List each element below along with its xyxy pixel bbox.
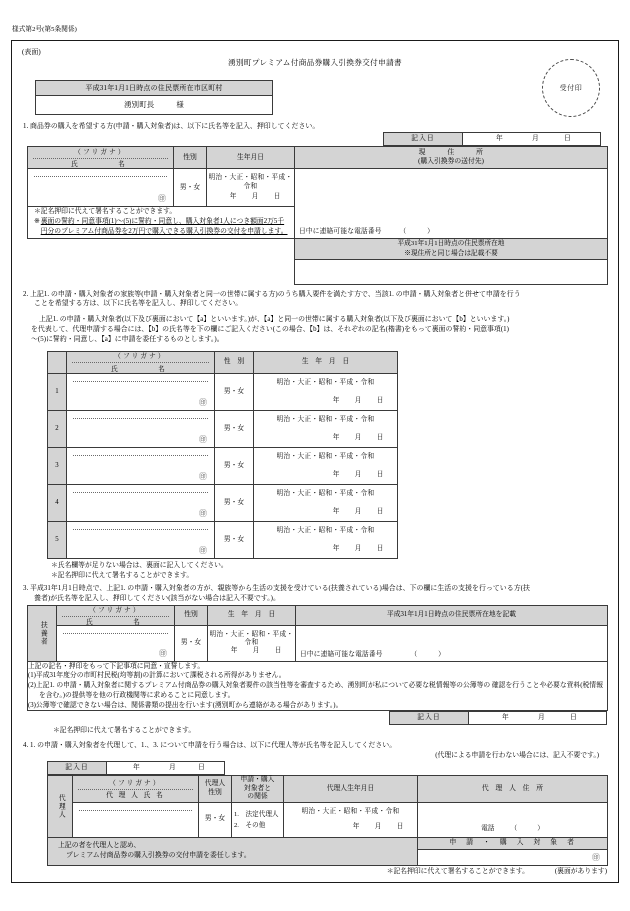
cell-birthdate-input[interactable]	[254, 373, 398, 410]
cell-birthdate-input[interactable]	[254, 410, 398, 447]
month-label: 月	[169, 764, 176, 771]
table-row	[48, 373, 398, 410]
tel-label: 日中に連絡可能な電話番号	[299, 227, 382, 235]
section-3	[21, 584, 609, 736]
seal-icon: ㊞	[199, 434, 207, 444]
cell-name-input[interactable]	[67, 447, 215, 484]
header-name	[28, 147, 174, 169]
agent-name-label: 代 理 人 氏 名	[106, 792, 165, 800]
prior-address-line1: 平成31年1月1日時点の住民票所在地	[397, 240, 505, 248]
cell-gender-choice[interactable]	[215, 484, 254, 521]
birth-ymd	[222, 193, 288, 201]
cell-gender-choice[interactable]	[175, 625, 208, 661]
day-label: 日	[376, 544, 384, 552]
gender-options: 男・女	[223, 387, 245, 395]
section-2-note-1: ＊氏名欄等が足りない場合は、裏面に記入してください。	[51, 561, 228, 569]
birth-ymd	[325, 508, 391, 516]
agent-relation-l3: の関係	[247, 793, 268, 801]
table-row	[28, 239, 608, 259]
day-label: 日	[564, 135, 571, 143]
gender-options: 男・女	[223, 535, 245, 543]
birth-ymd	[223, 647, 289, 655]
name-dotted-line	[73, 492, 208, 493]
pledge-block	[28, 661, 608, 711]
section-1	[21, 122, 609, 285]
furigana-label: （フリガナ）	[114, 353, 167, 361]
furigana-label: （フリガナ）	[89, 607, 142, 614]
agent-label: 代理人	[57, 794, 65, 819]
table-row	[28, 625, 608, 661]
row-number: 5	[48, 521, 67, 558]
agent-gender-l2: 性別	[208, 788, 222, 796]
cell-gender-choice[interactable]	[215, 521, 254, 558]
consignment-line2: プレミアム付商品券の購入引換券の交付申請を委任します。	[66, 852, 251, 860]
gender-options: 男・女	[180, 638, 202, 646]
cell-birthdate-input[interactable]	[208, 625, 296, 661]
day-label: 日	[376, 433, 384, 441]
era-options: 明治・大正・昭和・平成・令和	[276, 489, 375, 497]
tel-label: 電話	[481, 825, 495, 833]
relation-option-2[interactable]: 2. その他	[234, 821, 266, 829]
year-label: 年	[332, 396, 340, 404]
header-prior-address: 平成31年1月1日時点の住民票所在地を記載	[296, 605, 608, 625]
month-label: 月	[354, 470, 362, 478]
agent-gender-l1: 代理人	[204, 780, 226, 788]
prior-address-line2: ※現住所と同じ場合は記載不要	[404, 250, 498, 258]
note-pledge	[34, 217, 294, 237]
applicant-signature-input[interactable]	[418, 850, 607, 865]
tel-parens: （ ）	[410, 651, 445, 659]
table-row	[28, 169, 608, 207]
month-label: 月	[354, 507, 362, 515]
pledge-item-2-line1: (2)上記1. の申請・購入対象者に関するプレミアム付商品券の購入対象者要件の該当性等を審査するため、湧別町が私について必要な税情報等の公簿等の	[28, 682, 491, 690]
month-label: 月	[354, 396, 362, 404]
era-options: 明治・大正・昭和・平成・令和	[276, 415, 375, 423]
gender-options: 男・女	[223, 461, 245, 469]
name-dotted-line	[73, 381, 208, 382]
pledge-intro: 上記の記名・押印をもって下記事項に同意・宣誓します。	[28, 662, 205, 670]
name-label: 氏 名	[111, 365, 170, 373]
name-dotted-line	[73, 455, 208, 456]
table-header-row	[48, 776, 608, 802]
pledge-item-3: (3)公簿等で確認できない場合は、関係書類の提出を行います(湧別町から連絡がある場合があります。)。	[28, 701, 343, 709]
header-agent-relation	[232, 776, 284, 802]
addressee-box	[35, 80, 273, 115]
cell-gender-choice[interactable]	[215, 447, 254, 484]
cell-birthdate-input[interactable]	[254, 447, 398, 484]
section-2-sub-line3: ～(5)に誓約・同意し、【a】に申請を委任するものとします。)。	[31, 335, 224, 343]
section-2-table	[47, 351, 398, 559]
day-label: 日	[376, 396, 384, 404]
agent-telephone-line	[418, 825, 607, 836]
honorific-label: 様	[176, 100, 184, 110]
pledge-item-1: (1)平成31年度分の市町村民税(均等割)の計算において課税される所得がありません。	[28, 672, 286, 680]
consignment-statement	[48, 837, 418, 865]
header-birthdate: 生年月日	[207, 147, 295, 169]
section-1-record-date	[383, 132, 601, 146]
section-2-lead-line1: 2. 上記1. の申請・購入対象者の家族等(申請・購入対象者と同一の世帯に属する方)のうち購入要件を満たす方で、当該1. の申請・購入対象者と併せて申請を行う	[23, 290, 521, 298]
cell-name-input[interactable]	[67, 521, 215, 558]
month-label: 月	[532, 135, 539, 143]
section-3-record-date	[389, 711, 607, 725]
agent-relation-l1: 申請・購入	[240, 776, 275, 784]
table-row	[48, 521, 398, 558]
receipt-stamp-circle	[542, 59, 600, 117]
pledge-item-2-line2: 確認を行うことや必要な資料(税情報を含む。)の提供等を他の行政機関等に求めることに同意します。	[39, 682, 603, 699]
cell-agent-relation-choice[interactable]	[232, 802, 284, 837]
record-date-field[interactable]	[469, 712, 607, 725]
header-gender: 性別	[175, 605, 208, 625]
addressee-body	[36, 96, 272, 114]
header-address	[295, 147, 608, 169]
header-agent-gender	[199, 776, 232, 802]
tel-label: 日中に連絡可能な電話番号	[300, 651, 383, 659]
month-label: 月	[251, 193, 259, 201]
cell-gender-choice[interactable]	[215, 373, 254, 410]
seal-icon: ㊞	[159, 648, 167, 658]
record-date-label: 記入日	[384, 133, 463, 146]
era-options: 明治・大正・昭和・平成・令和	[276, 378, 375, 386]
telephone-line	[296, 651, 607, 660]
name-dotted-line	[63, 633, 168, 634]
table-row	[384, 133, 601, 146]
gender-options: 男・女	[204, 815, 226, 823]
section-2	[21, 290, 609, 581]
birth-ymd	[345, 823, 411, 831]
gender-options: 男・女	[179, 183, 201, 191]
table-row	[48, 447, 398, 484]
name-label: 氏 名	[71, 161, 130, 169]
cell-name-input[interactable]	[67, 373, 215, 410]
record-date-label: 記入日	[390, 712, 469, 725]
section-3-table	[27, 605, 608, 712]
header-agent-birth: 代理人生年月日	[284, 776, 418, 802]
month-label: 月	[374, 823, 382, 831]
section-2-sub	[31, 315, 609, 345]
table-row	[48, 837, 608, 865]
birth-ymd	[325, 545, 391, 553]
side-label: (表面)	[22, 48, 41, 56]
cell-birthdate-input[interactable]	[207, 169, 295, 207]
note-pledge-line2: 円分のプレミアム付商品券を2万円で購入できる購入引換券の交付を申請します。	[40, 228, 288, 235]
cell-gender-choice[interactable]	[174, 169, 207, 207]
seal-icon: ㊞	[158, 194, 166, 204]
table-header-row	[48, 351, 398, 373]
form-number: 様式第2号(第5条関係)	[12, 26, 77, 33]
section-1-table	[27, 146, 608, 284]
record-date-label: 記入日	[48, 762, 107, 775]
footer-note: ＊記名押印に代えて署名することができます。	[386, 868, 529, 876]
day-label: 日	[274, 647, 282, 655]
day-label: 日	[198, 764, 205, 771]
name-label: 氏 名	[86, 619, 145, 627]
section-4-table	[47, 775, 608, 866]
gender-options: 男・女	[223, 498, 245, 506]
row-number: 3	[48, 447, 67, 484]
section-3-lead	[23, 584, 609, 603]
day-label: 日	[396, 823, 404, 831]
table-row	[390, 712, 607, 725]
section-4-record-date	[47, 761, 225, 775]
tel-parens: （ ）	[510, 825, 544, 833]
year-label: 年	[502, 714, 509, 722]
year-label: 年	[133, 764, 140, 771]
cell-agent-name-input[interactable]	[73, 802, 199, 837]
day-label: 日	[273, 193, 281, 201]
addressee-header: 平成31年1月1日時点の住民票所在市区町村	[36, 81, 272, 96]
header-agent-address: 代 理 人 住 所	[418, 776, 608, 802]
cell-address-input[interactable]	[295, 169, 608, 239]
header-birthdate: 生 年 月 日	[208, 605, 296, 625]
year-label: 年	[332, 470, 340, 478]
cell-gender-choice[interactable]	[215, 410, 254, 447]
cell-name-input[interactable]	[57, 625, 175, 661]
address-sub: (購入引換券の送付先)	[418, 157, 484, 165]
era-options: 明治・大正・昭和・平成・令和	[209, 630, 294, 646]
era-options: 明治・大正・昭和・平成・令和	[301, 807, 400, 815]
month-label: 月	[354, 544, 362, 552]
furigana-label: （フリガナ）	[74, 148, 127, 156]
month-label: 月	[354, 433, 362, 441]
year-label: 年	[229, 193, 237, 201]
year-label: 年	[332, 433, 340, 441]
address-title: 現 住 所	[418, 149, 484, 157]
table-row	[48, 802, 608, 837]
month-label: 月	[538, 714, 545, 722]
record-date-field[interactable]	[463, 133, 601, 146]
section-3-note-1: ＊記名押印に代えて署名することができます。	[53, 727, 196, 735]
row-number: 2	[48, 410, 67, 447]
pledge-item-2	[28, 681, 607, 701]
era-options: 明治・大正・昭和・平成・令和	[276, 526, 375, 534]
form-outer-frame	[11, 40, 619, 883]
table-row	[48, 484, 398, 521]
birth-ymd	[325, 471, 391, 479]
day-label: 日	[376, 507, 384, 515]
header-agent-name	[73, 776, 199, 802]
record-date-field[interactable]	[107, 762, 225, 775]
mayor-label: 湧別町長	[124, 100, 155, 110]
cell-name-input[interactable]	[67, 410, 215, 447]
section-2-lead	[23, 290, 609, 309]
cell-agent-address-input[interactable]	[418, 802, 608, 837]
gender-options: 男・女	[223, 424, 245, 432]
section-3-lead-line1: 3. 平成31年1月1日時点で、上記1. の申請・購入対象者の方が、親族等から生活の支援を受けている(扶養されている)場合は、下の欄に生活の支援を行っている方(扶	[23, 585, 530, 593]
table-header-row	[28, 147, 608, 169]
telephone-line	[295, 228, 607, 238]
cell-prior-address-input[interactable]	[296, 625, 608, 661]
dependent-label: 扶養者	[39, 620, 47, 646]
header-gender: 性 別	[215, 351, 254, 373]
section-2-sub-line2: を代表して、代理申請する場合には、【b】の氏名等を下の欄にご記入ください(この場合、【b】は、それぞれの記名(楷書)をもって裏面の誓約・同意事項(1)	[31, 325, 509, 333]
header-rownum	[48, 351, 67, 373]
table-row	[48, 410, 398, 447]
cell-prior-address-input[interactable]	[295, 259, 608, 284]
cell-agent-gender-choice[interactable]	[199, 802, 232, 837]
table-row	[48, 762, 225, 775]
table-row	[28, 661, 608, 711]
seal-icon: ㊞	[199, 397, 207, 407]
cell-name-input[interactable]	[67, 484, 215, 521]
section-3-lead-line2: 養者)が氏名等を記入し、押印してください(該当がない場合は記入不要です。)。	[34, 594, 280, 602]
header-birthdate: 生 年 月 日	[254, 351, 398, 373]
year-label: 年	[496, 135, 503, 143]
footer-back-note: (裏面があります)	[554, 868, 607, 876]
consignment-line1: 上記の者を代理人と認め、	[58, 842, 141, 850]
cell-birthdate-input[interactable]	[254, 484, 398, 521]
birth-ymd	[325, 434, 391, 442]
section-4	[21, 741, 609, 876]
note-pledge-line1: 裏面の誓約・同意事項(1)～(5)に誓約・同意し、購入対象者1人につき額面2万5千	[40, 218, 285, 226]
section-2-sub-line1: 上記1. の申請・購入対象者(以下及び裏面において【a】といいます。)が、【a】と同一の世帯に属する購入対象者(以下及び裏面において【b】といいます。)	[39, 315, 510, 323]
note-mark: ※	[34, 218, 40, 226]
name-dotted-line	[34, 176, 167, 177]
tel-parens: （ ）	[399, 227, 434, 235]
seal-icon: ㊞	[199, 508, 207, 518]
day-label: 日	[570, 714, 577, 722]
seal-icon: ㊞	[199, 545, 207, 555]
section-2-lead-line2: ことを希望する方は、以下に氏名等を記入し、押印してください。	[34, 300, 243, 308]
era-options: 明治・大正・昭和・平成・令和	[208, 174, 293, 190]
section-4-lead-sub: (代理による申請を行わない場合には、記入不要です。)	[435, 751, 599, 759]
seal-icon: ㊞	[199, 471, 207, 481]
applicant-signature-cell	[418, 837, 608, 865]
relation-option-1[interactable]: 1. 法定代理人	[234, 810, 279, 818]
cell-name-input[interactable]	[28, 169, 174, 207]
year-label: 年	[230, 647, 238, 655]
prior-address-note	[295, 239, 608, 259]
table-header-row	[28, 605, 608, 625]
receipt-stamp-label: 受付印	[559, 83, 583, 92]
year-label: 年	[352, 823, 360, 831]
document-title: 湧別町プレミアム付商品券購入引換券交付申請書	[228, 57, 402, 67]
dependent-label-cell	[28, 605, 57, 661]
agent-label-cell	[48, 776, 73, 837]
section-2-note-2: ＊記名押印に代えて署名することができます。	[51, 571, 194, 579]
day-label: 日	[376, 470, 384, 478]
furigana-label: （フリガナ）	[109, 779, 162, 787]
section-1-notes	[28, 207, 295, 239]
cell-birthdate-input[interactable]	[254, 521, 398, 558]
year-label: 年	[332, 544, 340, 552]
name-dotted-line	[73, 418, 208, 419]
seal-icon: ㊞	[592, 853, 600, 863]
cell-agent-birth-input[interactable]	[284, 802, 418, 837]
header-gender: 性別	[174, 147, 207, 169]
form-footer	[21, 868, 607, 876]
applicant-signature-header: 申 請 ・ 購 入 対 象 者	[418, 838, 607, 850]
row-number: 4	[48, 484, 67, 521]
header-name	[57, 605, 175, 625]
section-1-lead: 1. 商品券の購入を希望する方(申請・購入対象者)は、以下に氏名等を記入、押印してください。	[23, 122, 320, 130]
note-pledge-text	[41, 217, 288, 237]
year-label: 年	[332, 507, 340, 515]
name-dotted-line	[73, 529, 208, 530]
section-4-lead: 4. 1. の申請・購入対象者を代理して、1.、3. について申請を行う場合は、以下に代理人等が氏名等を記入してください。	[23, 742, 397, 750]
header-name	[67, 351, 215, 373]
agent-relation-l2: 対象者と	[243, 784, 272, 792]
month-label: 月	[252, 647, 260, 655]
era-options: 明治・大正・昭和・平成・令和	[276, 452, 375, 460]
row-number: 1	[48, 373, 67, 410]
birth-ymd	[325, 397, 391, 405]
name-dotted-line	[79, 810, 192, 811]
note-signature: ＊記名押印に代えて署名することができます。	[34, 208, 177, 216]
